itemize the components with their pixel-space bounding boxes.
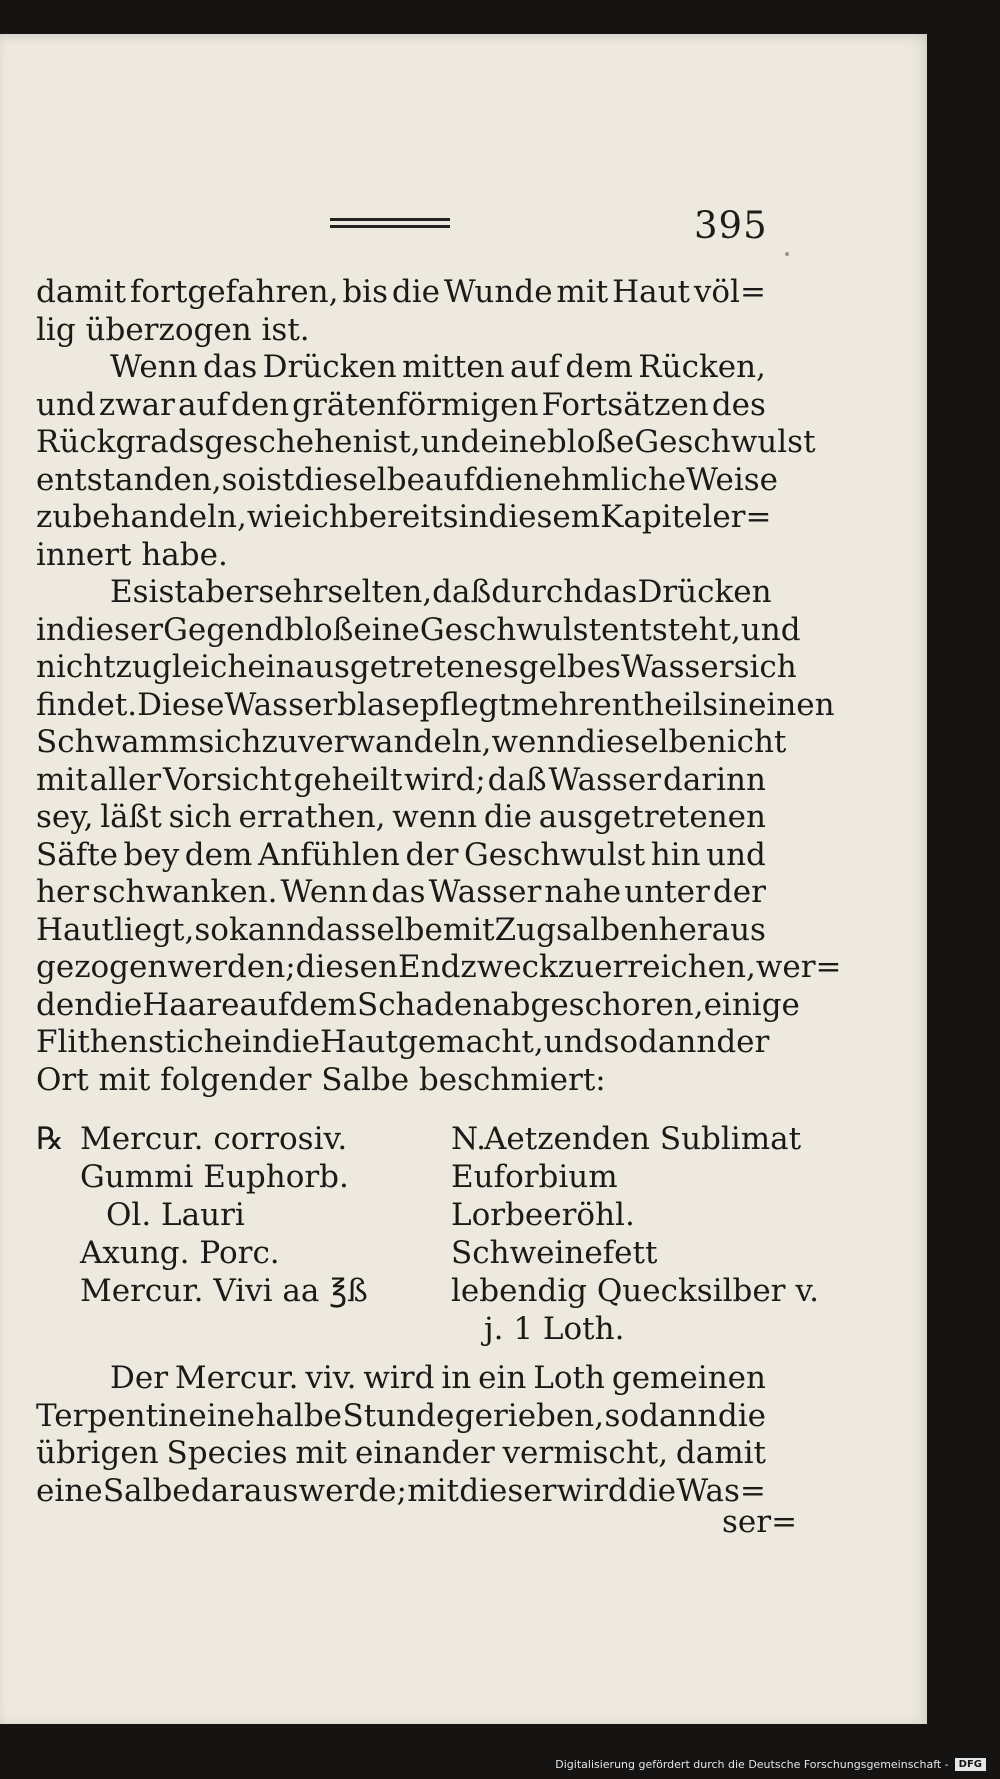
text-line: und zwar auf den grätenförmigen Fortsätzen des — [36, 386, 766, 423]
recipe-german-item: Schweinefett — [451, 1235, 658, 1271]
dfg-logo: DFG — [955, 1758, 986, 1771]
recipe-latin-item: Mercur. Vivi aa ℥ß — [80, 1273, 368, 1309]
recipe-latin-item: Gummi Euphorb. — [80, 1159, 349, 1195]
text-line: Schwamm sich zu verwandeln, wenn dieselbe nicht — [36, 724, 787, 760]
recipe-row — [36, 1272, 820, 1310]
header-double-rule — [330, 218, 450, 228]
text-line: damit fortgefahren, bis die Wunde mit Haut völ= — [36, 274, 766, 310]
recipe-german-item: Euforbium — [451, 1159, 618, 1195]
text-line: zu behandeln, wie ich bereits in diesem Kapitel er= — [36, 499, 772, 535]
closing-text-block — [36, 1360, 766, 1510]
text-line: Terpentin eine halbe Stunde gerieben, sodann die — [36, 1397, 766, 1434]
text-line: mit aller Vorsicht geheilt wird; daß Wasser darinn — [36, 761, 766, 798]
text-line: Wenn das Drücken mitten auf dem Rücken, — [110, 349, 766, 385]
text-line: Flithenstiche in die Haut gemacht, und sodann der — [36, 1024, 770, 1060]
text-line: Säfte bey dem Anfühlen der Geschwulst hin und — [36, 836, 766, 873]
text-line: Rückgrads geschehen ist, und eine bloße Geschwulst — [36, 424, 816, 460]
recipe-latin-item: Ol. Lauri — [106, 1197, 245, 1233]
recipe-row — [36, 1310, 766, 1348]
recipe-german-continuation: j. 1 Loth. — [484, 1311, 625, 1347]
text-line: findet. Diese Wasserblase pflegt mehrentheils in einen — [36, 686, 835, 723]
recipe-row — [36, 1234, 766, 1272]
text-line: den die Haare auf dem Schaden abgeschoren, einige — [36, 986, 800, 1023]
recipe-german-item: Lorbeeröhl. — [451, 1197, 635, 1233]
header-rule-line — [330, 225, 450, 228]
text-line: innert habe. — [36, 536, 228, 573]
rx-symbol: ℞ — [36, 1121, 64, 1157]
text-line: nicht zugleich ein ausgetretenes gelbes Wasser sich — [36, 649, 797, 685]
paper-speck — [785, 252, 789, 256]
main-text-block — [36, 274, 842, 1099]
text-line: sey, läßt sich errathen, wenn die ausgetretenen — [36, 799, 766, 835]
recipe-row — [36, 1196, 766, 1234]
recipe-german-item: lebendig Quecksilber v. — [451, 1273, 820, 1309]
recipe-german-item: Aetzenden Sublimat — [484, 1121, 802, 1157]
recipe-row — [36, 1120, 802, 1158]
text-line: lig überzogen ist. — [36, 311, 310, 348]
header-rule-line — [330, 218, 450, 221]
nota-marker: N. — [451, 1121, 486, 1157]
text-line: Ort mit folgender Salbe beschmiert: — [36, 1061, 606, 1098]
catchword: ser= — [722, 1504, 798, 1540]
text-line: Es ist aber sehr selten, daß durch das Drücken — [110, 574, 772, 610]
text-line: Haut liegt, so kann dasselbe mit Zugsalben heraus — [36, 911, 766, 948]
page-number: 395 — [694, 204, 768, 247]
text-line: eine Salbe daraus werde; mit dieser wird die Was= — [36, 1472, 766, 1509]
text-line: übrigen Species mit einander vermischt, damit — [36, 1435, 766, 1471]
text-line: entstanden, so ist dieselbe auf die nehmliche Weise — [36, 461, 778, 498]
book-page — [0, 34, 927, 1724]
footer-credit-text: Digitalisierung gefördert durch die Deutsche Forschungsgemeinschaft - — [555, 1758, 949, 1771]
recipe-row — [36, 1158, 766, 1196]
text-line: her schwanken. Wenn das Wasser nahe unter der — [36, 874, 766, 910]
recipe-latin-item: Mercur. corrosiv. — [80, 1121, 348, 1157]
text-line: Der Mercur. viv. wird in ein Loth gemeinen — [110, 1360, 766, 1396]
recipe-latin-item: Axung. Porc. — [80, 1235, 280, 1271]
text-line: in dieser Gegend bloß eine Geschwulst entsteht, und — [36, 611, 801, 648]
recipe-block — [36, 1120, 820, 1348]
digitization-footer — [555, 1758, 986, 1771]
text-line: gezogen werden; diesen Endzweck zu erreichen, wer= — [36, 949, 842, 985]
